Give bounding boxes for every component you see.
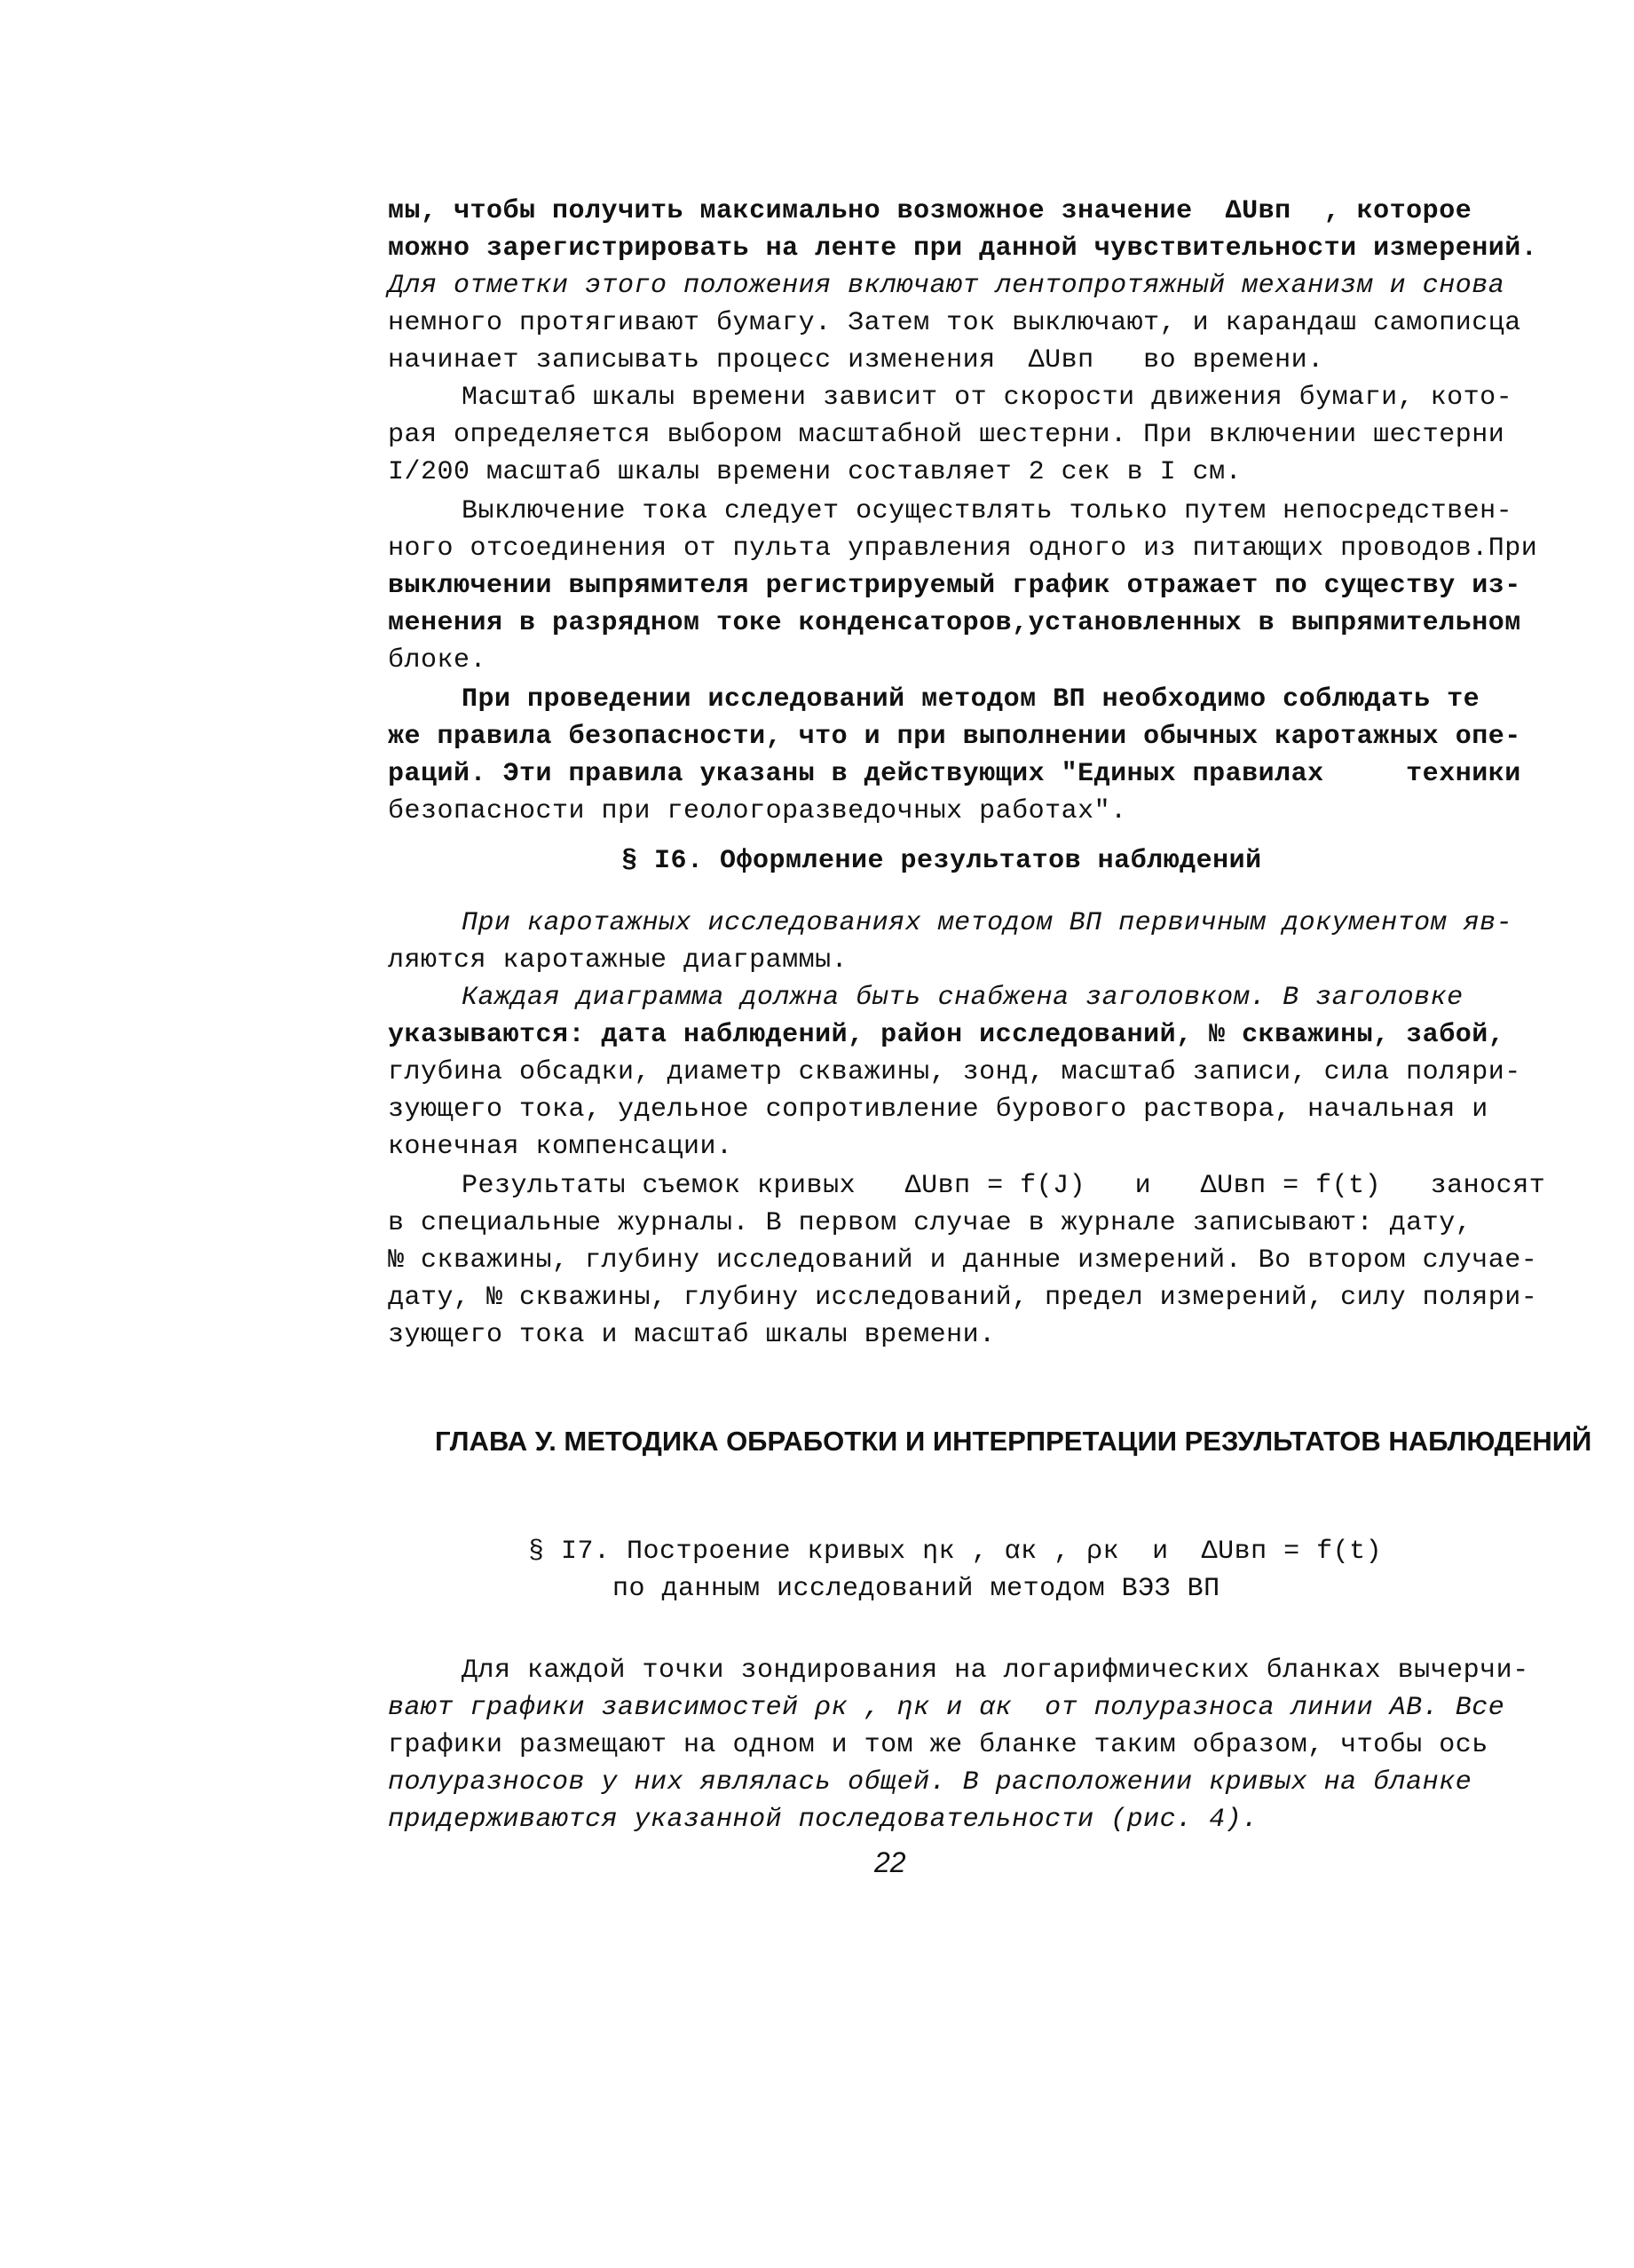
text-line: № скважины, глубину исследований и данные измерений. Во втором случае- (388, 1245, 1538, 1276)
section-heading: § I6. Оформление результатов наблюдений (621, 846, 1262, 876)
section-heading: § I7. Построение кривых ηк , αк , ρк и ΔUвп = f(t) (528, 1537, 1383, 1567)
section-heading-subtitle: по данным исследований методом ВЭЗ ВП (612, 1574, 1220, 1604)
text-line: безопасности при геологоразведочных работах". (388, 796, 1127, 826)
text-line: I/200 масштаб шкалы времени составляет 2 сек в I см. (388, 457, 1243, 487)
text-line: зующего тока и масштаб шкалы времени. (388, 1320, 996, 1350)
text-line: менения в разрядном токе конденсаторов,установленных в выпрямительном (388, 608, 1521, 638)
text-line: же правила безопасности, что и при выполнении обычных каротажных опе- (388, 722, 1521, 752)
text-line: глубина обсадки, диаметр скважины, зонд, масштаб записи, сила поляри- (388, 1057, 1521, 1087)
text-line: зующего тока, удельное сопротивление бурового раствора, начальная и (388, 1094, 1488, 1125)
text-line: Результаты съемок кривых ΔUвп = f(J) и ΔUвп = f(t) заносят (462, 1171, 1546, 1201)
text-line: Для отметки этого положения включают лентопротяжный механизм и снова (388, 271, 1505, 301)
text-line: выключении выпрямителя регистрируемый график отражает по существу из- (388, 571, 1521, 601)
text-line: При каротажных исследованиях методом ВП первичным документом яв- (462, 908, 1513, 938)
text-line: Каждая диаграмма должна быть снабжена заголовком. В заголовке (462, 983, 1464, 1013)
page-number: 22 (874, 1846, 906, 1878)
text-line: дату, № скважины, глубину исследований, предел измерений, силу поляри- (388, 1283, 1538, 1313)
text-line: немного протягивают бумагу. Затем ток выключают, и карандаш самописца (388, 308, 1521, 338)
text-line: Выключение тока следует осуществлять только путем непосредствен- (462, 496, 1513, 526)
text-line: можно зарегистрировать на ленте при данной чувствительности измерений. (388, 233, 1538, 264)
text-line: начинает записывать процесс изменения ΔUвп во времени. (388, 345, 1324, 375)
text-line: вают графики зависимостей ρк , ηк и αк от полуразноса линии АВ. Все (388, 1693, 1505, 1723)
text-line: конечная компенсации. (388, 1132, 733, 1162)
text-line: указываются: дата наблюдений, район исследований, № скважины, забой, (388, 1020, 1505, 1050)
text-line: блоке. (388, 645, 487, 676)
text-line: Масштаб шкалы времени зависит от скорости движения бумаги, кото- (462, 383, 1513, 413)
text-line: раций. Эти правила указаны в действующих "Единых правилах техники (388, 759, 1521, 789)
text-line: мы, чтобы получить максимально возможное значение ΔUвп , которое (388, 196, 1472, 226)
text-line: При проведении исследований методом ВП необходимо соблюдать те (462, 684, 1480, 715)
text-line: Для каждой точки зондирования на логарифмических бланках вычерчи- (462, 1656, 1529, 1686)
text-line: придерживаются указанной последовательности (рис. 4). (388, 1805, 1259, 1835)
text-line: рая определяется выбором масштабной шестерни. При включении шестерни (388, 420, 1505, 450)
text-line: ляются каротажные диаграммы. (388, 945, 849, 976)
text-line: в специальные журналы. В первом случае в журнале записывают: дату, (388, 1208, 1472, 1238)
text-line: полуразносов у них являлась общей. В расположении кривых на бланке (388, 1767, 1472, 1798)
text-line: ного отсоединения от пульта управления одного из питающих проводов.При (388, 533, 1538, 564)
chapter-title: ГЛАВА У. МЕТОДИКА ОБРАБОТКИ И ИНТЕРПРЕТАЦИИ РЕЗУЛЬТАТОВ НАБЛЮДЕНИЙ (435, 1426, 1592, 1457)
text-line: графики размещают на одном и том же бланке таким образом, чтобы ось (388, 1730, 1488, 1760)
